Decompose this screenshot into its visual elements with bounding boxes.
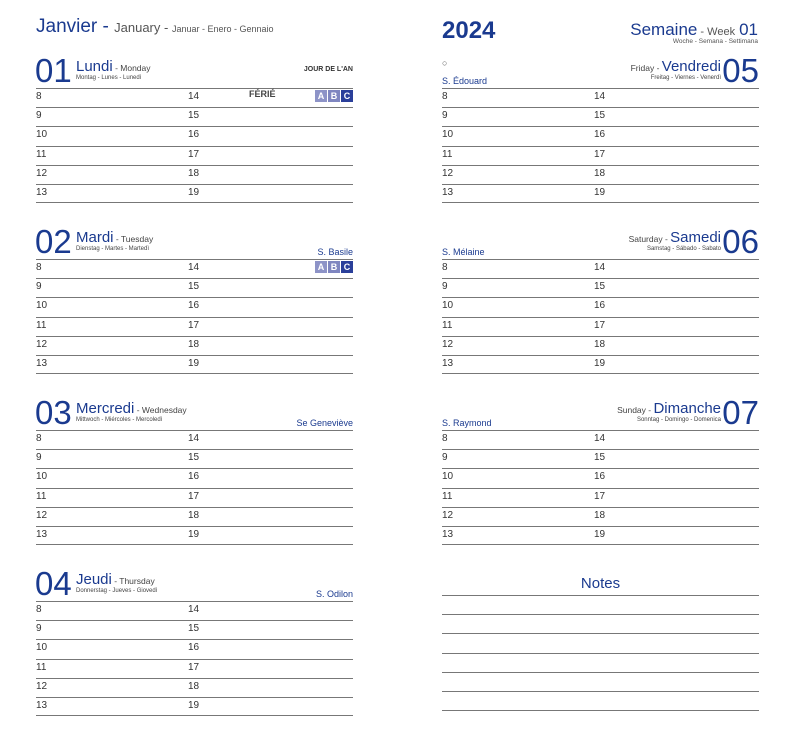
hour-label: 8 [442,433,448,444]
hour-label: 14 [594,433,606,444]
hour-rows [36,88,353,203]
hour-label: 11 [36,319,47,331]
month-english: January - [114,20,172,35]
hour-row[interactable] [442,449,759,468]
saint-name: S. Basile [317,247,353,257]
hour-row[interactable] [36,620,353,639]
hour-label: 10 [36,642,48,654]
day-translations: Donnerstag - Jueves - Giovedì [76,588,158,594]
day-english: - Tuesday [113,234,154,244]
hour-row[interactable] [442,88,759,107]
hour-label: 10 [442,129,454,141]
hour-label: 14 [188,91,200,102]
day-english: - Monday [112,63,151,73]
hour-label: 14 [188,262,200,273]
notes-line[interactable] [442,692,759,711]
badge-c: C [341,261,353,273]
month-header [36,16,274,38]
hour-label: 10 [36,471,48,483]
hour-label: 8 [36,604,42,615]
hour-label: 12 [442,509,454,521]
hour-label: 11 [442,490,453,502]
hour-label: 11 [36,490,47,502]
day-name: Dimanche [653,400,721,417]
hour-row[interactable] [36,297,353,316]
hour-label: 14 [188,604,200,615]
saint-name: S. Mélaine [442,247,485,257]
day-header [36,54,353,88]
hour-row[interactable] [36,278,353,297]
hour-row[interactable] [36,184,353,203]
day-header [442,54,759,88]
saint-name: S. Édouard [442,76,488,86]
badge-a: A [315,261,327,273]
day-number: 07 [722,394,759,431]
hour-label: 13 [442,357,454,369]
week-label: Semaine [630,20,698,39]
day-number: 03 [35,394,72,431]
hour-label: 18 [188,167,200,179]
hour-label: 10 [442,471,454,483]
hour-rows [442,259,759,374]
hour-label: 16 [594,129,606,141]
day-translations: Dienstag - Martes - Martedì [76,246,150,252]
badge-a: A [315,90,327,102]
notes-section [442,575,759,711]
hour-row[interactable] [36,659,353,678]
hour-label: 15 [594,452,606,464]
hour-label: 10 [36,129,48,141]
hour-row[interactable] [36,165,353,184]
hour-row[interactable] [36,697,353,716]
day-block-friday [442,54,759,203]
week-english: - Week [697,26,736,38]
day-number: 04 [35,565,72,602]
badge-c: C [341,90,353,102]
hour-label: 16 [188,471,200,483]
day-translations: Freitag - Viernes - Venerdì [650,75,721,81]
hour-label: 12 [36,167,48,179]
hour-row[interactable] [442,297,759,316]
hour-row[interactable] [442,488,759,507]
hour-label: 18 [188,680,200,692]
hour-row[interactable] [36,678,353,697]
hour-label: 17 [188,661,200,673]
day-header [442,396,759,430]
day-translations: Mittwoch - Miércoles - Mercoledì [76,417,163,423]
hour-label: 19 [188,186,200,198]
abc-badges [315,261,353,273]
hour-row[interactable] [442,507,759,526]
hour-label: 13 [36,357,48,369]
hour-label: 16 [188,300,200,312]
hour-label: 17 [188,319,200,331]
hour-row[interactable] [442,259,759,278]
hour-label: 17 [594,319,606,331]
day-header [36,396,353,430]
hour-label: 9 [442,452,448,464]
hour-label: 19 [594,528,606,540]
hour-row[interactable] [442,526,759,545]
day-header [36,225,353,259]
hour-row[interactable] [442,468,759,487]
notes-line[interactable] [442,596,759,615]
year-title: 2024 [442,17,496,44]
hour-label: 9 [36,452,42,464]
hour-row[interactable] [36,468,353,487]
holiday-label: JOUR DE L'AN [303,66,353,73]
day-name: Samedi [670,229,721,246]
hour-label: 15 [188,281,200,293]
hour-row[interactable] [36,355,353,374]
hour-label: 15 [188,452,200,464]
day-block-thursday [36,567,353,716]
hour-label: 16 [188,642,200,654]
hour-label: 18 [594,509,606,521]
hour-row[interactable] [36,146,353,165]
hour-row[interactable] [442,184,759,203]
hour-label: 12 [36,338,48,350]
hour-row[interactable] [36,107,353,126]
hour-label: 18 [594,167,606,179]
hour-label: 17 [188,148,200,160]
hour-row[interactable] [442,430,759,449]
day-block-sunday [442,396,759,545]
day-block-monday [36,54,353,203]
hour-label: 17 [594,490,606,502]
hour-label: 11 [36,661,47,673]
hour-row[interactable] [442,107,759,126]
hour-label: 9 [442,281,448,293]
hour-label: 14 [188,433,200,444]
notes-line[interactable] [442,673,759,692]
hour-label: 9 [442,110,448,122]
hour-label: 19 [188,528,200,540]
hour-label: 19 [594,186,606,198]
hour-rows [442,430,759,545]
month-translations: Januar - Enero - Gennaio [171,24,274,34]
notes-line[interactable] [442,654,759,673]
hour-row[interactable] [36,507,353,526]
day-name: Vendredi [661,58,721,75]
hour-rows [36,430,353,545]
hour-label: 12 [36,509,48,521]
day-number: 02 [35,223,72,260]
day-header [36,567,353,601]
hour-label: 19 [594,357,606,369]
hour-label: 11 [442,319,453,331]
hour-rows [36,601,353,716]
hour-label: 8 [36,91,42,102]
hour-label: 18 [188,509,200,521]
day-name: Jeudi [76,571,112,588]
day-english: - Thursday [111,576,155,586]
hour-label: 10 [442,300,454,312]
hour-label: 15 [594,281,606,293]
day-translations: Montag - Lunes - Lunedì [76,75,142,81]
hour-row[interactable] [36,449,353,468]
day-block-wednesday [36,396,353,545]
hour-row[interactable] [442,278,759,297]
hour-row[interactable] [36,430,353,449]
hour-rows [36,259,353,374]
hour-label: 13 [442,528,454,540]
week-number: 01 [739,20,758,39]
day-name: Lundi [76,58,113,75]
hour-row[interactable] [36,126,353,145]
notes-line[interactable] [442,615,759,634]
hour-label: 9 [36,110,42,122]
day-english: Friday - [630,63,662,73]
badge-b: B [328,90,340,102]
hour-label: 8 [442,262,448,273]
hour-label: 17 [594,148,606,160]
day-english: Sunday - [617,405,654,415]
hour-label: 13 [442,186,454,198]
hour-label: 16 [594,300,606,312]
hour-label: 18 [594,338,606,350]
notes-title: Notes [580,575,621,592]
hour-label: 15 [594,110,606,122]
hour-label: 17 [188,490,200,502]
hour-label: 19 [188,699,200,711]
hour-row[interactable] [442,355,759,374]
notes-line[interactable] [442,634,759,653]
hour-row[interactable] [442,336,759,355]
badge-b: B [328,261,340,273]
month-title: Janvier - [36,16,115,37]
hour-row[interactable] [442,165,759,184]
hour-label: 13 [36,186,48,198]
hour-row[interactable] [442,126,759,145]
day-number: 01 [35,52,72,89]
hour-label: 11 [442,148,453,160]
hour-row[interactable] [442,146,759,165]
day-header [442,225,759,259]
hour-label: 13 [36,699,48,711]
hour-label: 16 [188,129,200,141]
hour-label: 14 [594,91,606,102]
hour-label: 8 [36,433,42,444]
hour-label: 12 [442,338,454,350]
hour-label: 8 [442,91,448,102]
week-translations: Woche - Semana - Settimana [672,38,758,45]
hour-row[interactable] [36,639,353,658]
hour-label: 19 [188,357,200,369]
ferie-label: FÉRIÉ [249,89,276,99]
day-translations: Sonntag - Domingo - Domenica [636,417,721,423]
hour-row[interactable] [36,601,353,620]
hour-label: 9 [36,623,42,635]
hour-label: 15 [188,110,200,122]
hour-label: 12 [36,680,48,692]
abc-badges [315,90,353,102]
day-number: 05 [722,52,759,89]
hour-rows [442,88,759,203]
hour-label: 14 [594,262,606,273]
hour-row[interactable] [36,88,353,107]
hour-label: 9 [36,281,42,293]
hour-label: 13 [36,528,48,540]
week-header [630,20,758,45]
day-name: Mardi [76,229,114,246]
day-name: Mercredi [76,400,135,417]
hour-label: 15 [188,623,200,635]
hour-row[interactable] [36,317,353,336]
hour-label: 18 [188,338,200,350]
hour-label: 8 [36,262,42,273]
saint-name: S. Raymond [442,418,492,428]
day-number: 06 [722,223,759,260]
moon-phase-icon: ○ [442,58,448,68]
hour-row[interactable] [36,336,353,355]
day-translations: Samstag - Sábado - Sabato [646,246,721,252]
day-block-saturday [442,225,759,374]
hour-row[interactable] [36,259,353,278]
saint-name: S. Odilon [315,589,353,599]
hour-label: 12 [442,167,454,179]
day-english: - Wednesday [134,405,187,415]
day-english: Saturday - [628,234,671,244]
hour-row[interactable] [36,488,353,507]
hour-row[interactable] [36,526,353,545]
hour-row[interactable] [442,317,759,336]
saint-name: Se Geneviève [296,418,353,428]
day-block-tuesday [36,225,353,374]
hour-label: 10 [36,300,48,312]
hour-label: 16 [594,471,606,483]
hour-label: 11 [36,148,47,160]
